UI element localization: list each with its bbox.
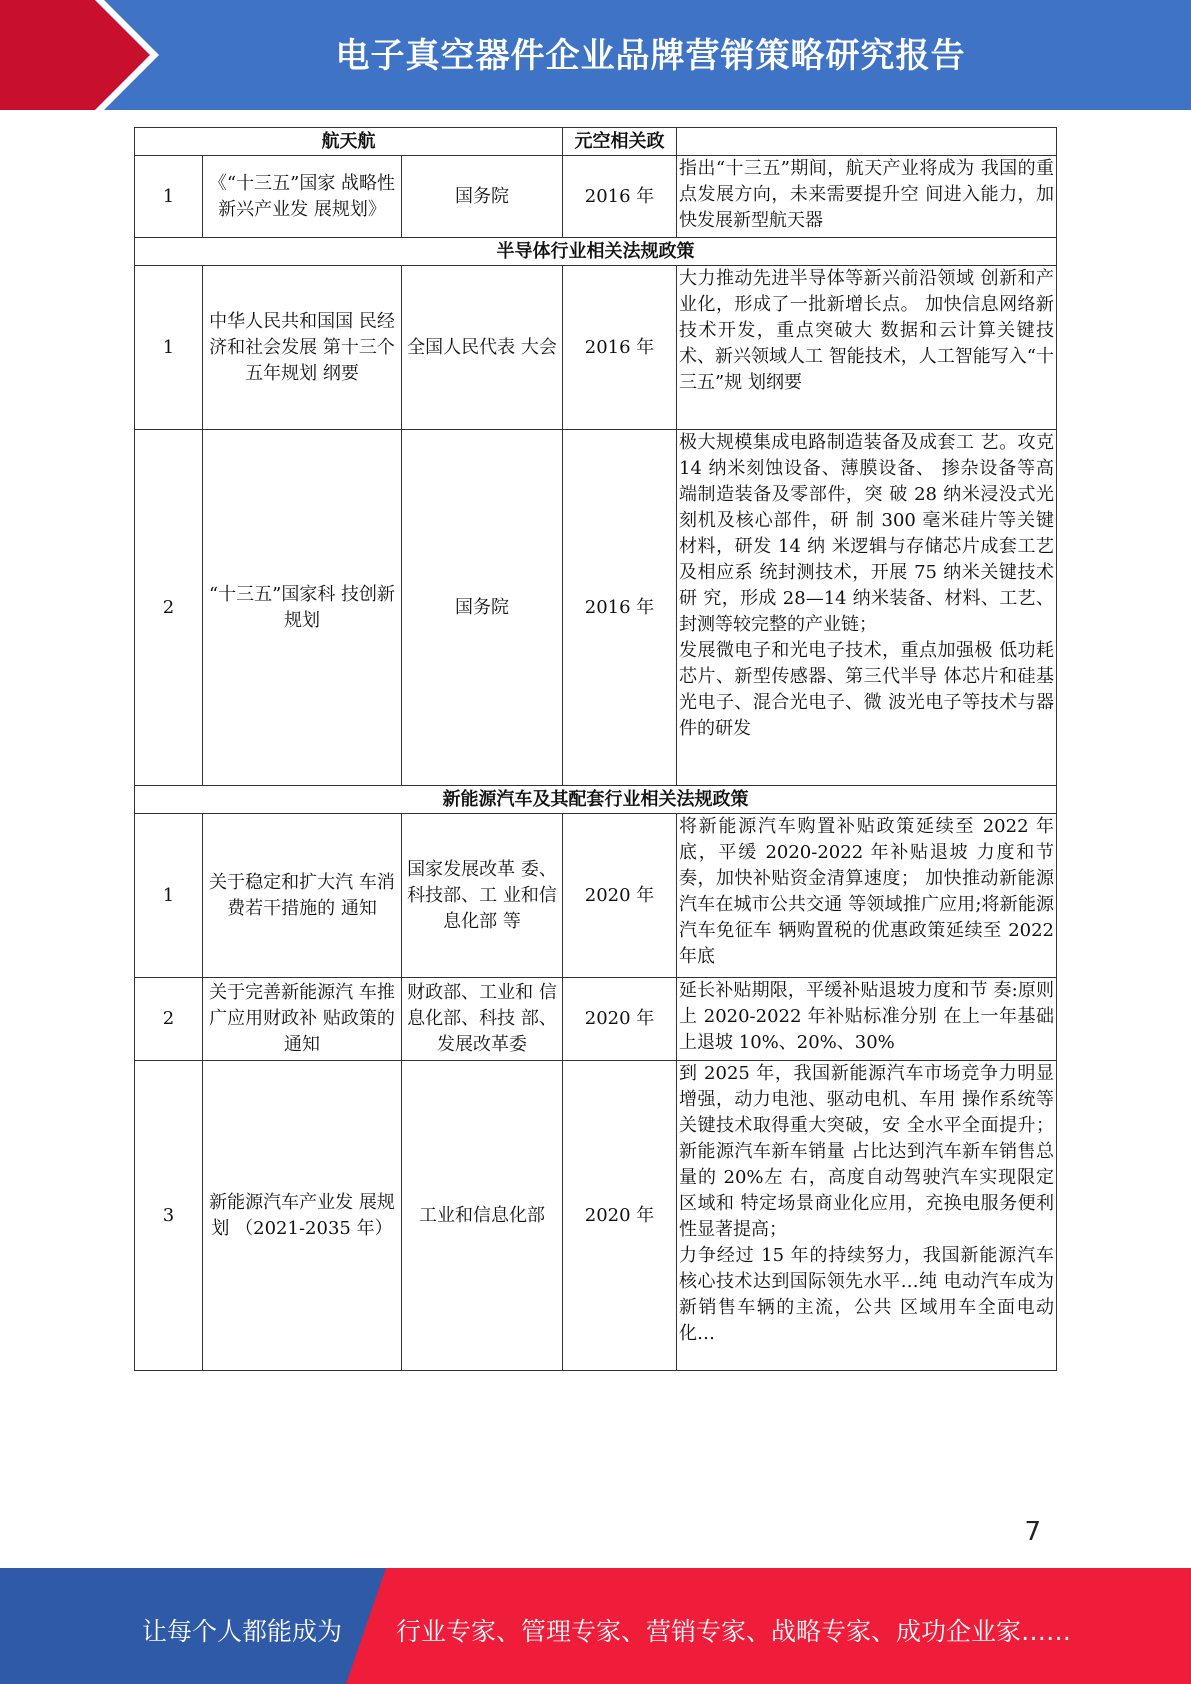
policy-year: 2020 年 bbox=[563, 978, 677, 1061]
row-number: 1 bbox=[135, 814, 203, 978]
section-title-part-b: 元空相关政 bbox=[563, 128, 677, 156]
table-row bbox=[135, 430, 1057, 786]
policy-issuer: 财政部、工业和 信息化部、科技 部、发展改革委 bbox=[402, 978, 563, 1061]
page-number: 7 bbox=[1024, 1517, 1041, 1547]
policy-description bbox=[677, 978, 1057, 1061]
policy-description bbox=[677, 430, 1057, 786]
description-paragraph: 发展微电子和光电子技术，重点加强极 低功耗芯片、新型传感器、第三代半导 体芯片和硅基光电子、混合光电子、微 波光电子等技术与器件的研发 bbox=[679, 640, 1055, 739]
description-paragraph: 指出“十三五”期间，航天产业将成为 我国的重点发展方向，未来需要提升空 间进入能力，加快发展新型航天器 bbox=[679, 158, 1055, 231]
policy-name: 关于稳定和扩大汽 车消费若干措施的 通知 bbox=[203, 814, 402, 978]
policy-description bbox=[677, 814, 1057, 978]
description-paragraph: 大力推动先进半导体等新兴前沿领域 创新和产业化，形成了一批新增长点。 加快信息网络新技术开发，重点突破大 数据和云计算关键技术、新兴领域人工 智能技术，人工智能写入“十三五”规 划纲要 bbox=[679, 268, 1055, 393]
policy-name: 《“十三五”国家 战略性新兴产业发 展规划》 bbox=[203, 156, 402, 238]
description-paragraph: 将新能源汽车购置补贴政策延续至 2022 年底，平缓 2020-2022 年补贴退坡 力度和节奏，加快补贴资金清算速度； 加快推动新能源汽车在城市公共交通 等领域推广应用;将新能源汽车免征车 辆购置税的优惠政策延续至 2022 年底 bbox=[679, 816, 1055, 967]
policy-name: 新能源汽车产业发 展规划 （2021-2035 年） bbox=[203, 1061, 402, 1371]
header-title: 电子真空器件企业品牌营销策略研究报告 bbox=[335, 36, 966, 76]
row-number: 2 bbox=[135, 978, 203, 1061]
policy-issuer: 国务院 bbox=[402, 156, 563, 238]
row-number: 1 bbox=[135, 156, 203, 238]
description-paragraph: 延长补贴期限，平缓补贴退坡力度和节 奏:原则上 2020-2022 年补贴标准分别 在上一年基础上退坡 10%、20%、30% bbox=[679, 980, 1055, 1053]
policy-issuer: 国务院 bbox=[402, 430, 563, 786]
policy-name: “十三五”国家科 技创新规划 bbox=[203, 430, 402, 786]
section-title: 新能源汽车及其配套行业相关法规政策 bbox=[135, 786, 1057, 814]
page-header bbox=[0, 0, 1191, 110]
policy-year: 2020 年 bbox=[563, 1061, 677, 1371]
table-row bbox=[135, 266, 1057, 430]
row-number: 2 bbox=[135, 430, 203, 786]
row-number: 3 bbox=[135, 1061, 203, 1371]
policy-issuer: 国家发展改革 委、科技部、工 业和信息化部 等 bbox=[402, 814, 563, 978]
table-row bbox=[135, 814, 1057, 978]
section-title-part-a: 航天航 bbox=[135, 128, 563, 156]
description-paragraph: 力争经过 15 年的持续努力，我国新能源汽车核心技术达到国际领先水平…纯 电动汽车成为新销售车辆的主流，公共 区域用车全面电动化… bbox=[679, 1245, 1055, 1344]
table-row bbox=[135, 156, 1057, 238]
section-header-row bbox=[135, 128, 1057, 156]
description-paragraph: 到 2025 年，我国新能源汽车市场竞争力明显增强，动力电池、驱动电机、车用 操作系统等关键技术取得重大突破，安 全水平全面提升；新能源汽车新车销量 占比达到汽车新车销售总量的 20%左 右，高度自动驾驶汽车实现限定区域和 特定场景商业化应用，充换电服务便利 性显著提高； bbox=[679, 1063, 1055, 1240]
policy-year: 2020 年 bbox=[563, 814, 677, 978]
policy-issuer: 工业和信息化部 bbox=[402, 1061, 563, 1371]
description-paragraph: 极大规模集成电路制造装备及成套工 艺。攻克 14 纳米刻蚀设备、薄膜设备、 掺杂设备等高端制造装备及零部件，突 破 28 纳米浸没式光刻机及核心部件，研 制 300 毫米硅片等关键材料，研发 14 纳 米逻辑与存储芯片成套工艺及相应系 统封测技术，开展 75 纳米关键技术研 究，形成 28—14 纳米装备、材料、工艺、 封测等较完整的产业链； bbox=[679, 432, 1055, 635]
page-footer bbox=[0, 1568, 1191, 1684]
policy-name: 关于完善新能源汽 车推广应用财政补 贴政策的通知 bbox=[203, 978, 402, 1061]
section-header-row bbox=[135, 786, 1057, 814]
policy-description bbox=[677, 266, 1057, 430]
policy-name: 中华人民共和国国 民经济和社会发展 第十三个五年规划 纲要 bbox=[203, 266, 402, 430]
table-row bbox=[135, 978, 1057, 1061]
policy-year: 2016 年 bbox=[563, 266, 677, 430]
policy-description bbox=[677, 1061, 1057, 1371]
table-row bbox=[135, 1061, 1057, 1371]
section-title-empty bbox=[677, 128, 1057, 156]
footer-slogan-left: 让每个人都能成为 bbox=[142, 1617, 343, 1646]
section-header-row bbox=[135, 238, 1057, 266]
policy-table bbox=[134, 127, 1057, 1371]
policy-issuer: 全国人民代表 大会 bbox=[402, 266, 563, 430]
section-title: 半导体行业相关法规政策 bbox=[135, 238, 1057, 266]
row-number: 1 bbox=[135, 266, 203, 430]
footer-slogan-right: 行业专家、管理专家、营销专家、战略专家、成功企业家…… bbox=[396, 1617, 1072, 1646]
policy-year: 2016 年 bbox=[563, 156, 677, 238]
policy-year: 2016 年 bbox=[563, 430, 677, 786]
policy-description bbox=[677, 156, 1057, 238]
